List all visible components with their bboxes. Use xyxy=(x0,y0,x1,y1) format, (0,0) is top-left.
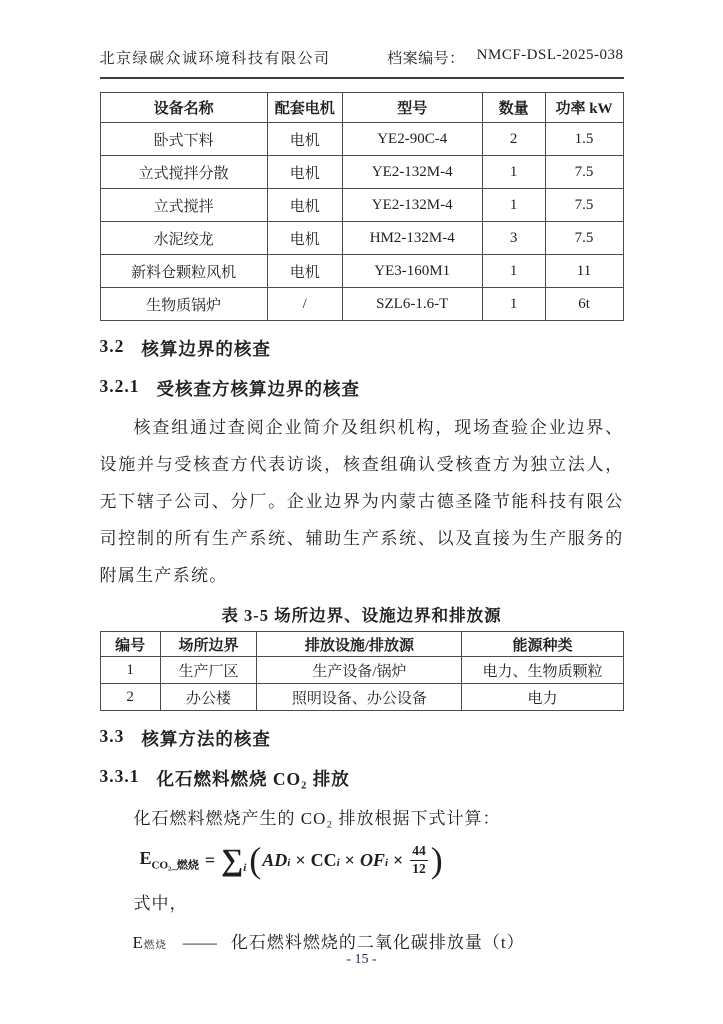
table-cell: SZL6-1.6-T xyxy=(342,288,482,321)
column-header: 配套电机 xyxy=(267,93,342,123)
table-row xyxy=(100,156,623,189)
formula-term-of: OF i xyxy=(359,849,389,870)
table-cell: 生物质锅炉 xyxy=(100,288,267,321)
co2-combustion-formula xyxy=(139,839,624,880)
formula-term-ad: AD i xyxy=(262,849,291,870)
section-number: 3.2.1 xyxy=(99,376,140,396)
table-cell: 电机 xyxy=(267,156,342,189)
formula-term-cc: CC i xyxy=(310,849,340,870)
table-cell: HM2-132M-4 xyxy=(342,222,482,255)
page-header xyxy=(100,0,624,79)
table-cell: 电机 xyxy=(267,222,342,255)
boundary-table-header-row xyxy=(100,632,623,657)
table-cell: YE2-132M-4 xyxy=(342,156,482,189)
column-header: 数量 xyxy=(482,93,545,123)
table-row xyxy=(100,288,623,321)
equals-sign: = xyxy=(204,849,216,870)
column-header: 型号 xyxy=(342,93,482,123)
archive-label: 档案编号： xyxy=(387,51,465,67)
table-cell: 电机 xyxy=(267,123,342,156)
column-header: 能源种类 xyxy=(462,632,623,657)
table-cell: 1.5 xyxy=(545,123,623,156)
section-number: 3.2 xyxy=(99,336,125,356)
archive-number: NMCF-DSL-2025-038 xyxy=(476,47,624,63)
table-cell: 生产设备/锅炉 xyxy=(257,657,462,684)
column-header: 编号 xyxy=(100,632,160,657)
section-title: 化石燃料燃烧 CO₂ 排放 xyxy=(156,769,350,789)
table-cell: 电力、生物质颗粒 xyxy=(462,657,623,684)
table-cell: 1 xyxy=(482,288,545,321)
column-header: 场所边界 xyxy=(160,632,257,657)
times-sign: × xyxy=(393,849,404,870)
table-cell: 1 xyxy=(482,156,545,189)
open-paren: ( xyxy=(249,839,262,880)
symbol: E xyxy=(132,933,144,953)
table-cell: YE2-90C-4 xyxy=(342,123,482,156)
boundary-table xyxy=(100,631,624,711)
formula-lhs: $E_{CO_2\_燃烧}$ xyxy=(139,847,199,872)
table-cell: 11 xyxy=(545,255,623,288)
table-cell: 新料仓颗粒风机 xyxy=(100,255,267,288)
section-heading-3-2 xyxy=(100,336,624,361)
column-header: 功率 kW xyxy=(545,93,623,123)
symbol-definition xyxy=(133,928,624,953)
table-row xyxy=(100,189,623,222)
definition-dash: —— xyxy=(182,933,217,953)
table-cell: 水泥绞龙 xyxy=(100,222,267,255)
boundary-paragraph: 核查组通过查阅企业简介及组织机构，现场查验企业边界、设施并与受核查方代表访谈，核查组确认受核查方为独立法人，无下辖子公司、分厂。企业边界为内蒙古德圣隆节能科技有限公司控制的所有生产系统、辅助生产系统、以及直接为生产服务的附属生产系统。 xyxy=(99,418,624,585)
table-cell: 2 xyxy=(482,123,545,156)
column-header: 排放设施/排放源 xyxy=(257,632,462,657)
where-label: 式中， xyxy=(133,894,188,914)
section-heading-3-3 xyxy=(100,726,624,751)
table-cell: 1 xyxy=(100,657,160,684)
column-header: 设备名称 xyxy=(100,93,267,123)
table-cell: YE3-160M1 xyxy=(342,255,482,288)
table-cell: 7.5 xyxy=(545,222,623,255)
table-row xyxy=(100,255,623,288)
equipment-table-header-row xyxy=(100,93,623,123)
table-cell: 7.5 xyxy=(545,189,623,222)
times-sign: × xyxy=(344,849,355,870)
definition-text: 化石燃料燃烧的二氧化碳排放量（t） xyxy=(230,933,525,953)
table-cell: 电机 xyxy=(267,255,342,288)
summation-symbol: ∑ i xyxy=(221,842,247,878)
table-cell: 电机 xyxy=(267,189,342,222)
equipment-table xyxy=(100,92,624,321)
section-number: 3.3 xyxy=(99,726,125,746)
times-sign: × xyxy=(295,849,306,870)
table-cell: 立式搅拌分散 xyxy=(100,156,267,189)
table-cell: 6t xyxy=(545,288,623,321)
table-cell: 1 xyxy=(482,189,545,222)
company-name: 北京绿碳众诚环境科技有限公司 xyxy=(99,51,331,67)
table-cell: / xyxy=(267,288,342,321)
fraction-44-12: $\frac{44}{12}$ xyxy=(412,843,426,877)
section-number: 3.3.1 xyxy=(99,766,140,786)
table-3-5-caption: 表 3-5 场所边界、设施边界和排放源 xyxy=(221,606,502,625)
table-cell: 7.5 xyxy=(545,156,623,189)
table-cell: 办公楼 xyxy=(160,684,257,711)
table-cell: 2 xyxy=(100,684,160,711)
section-title: 核算边界的核查 xyxy=(141,339,271,359)
table-cell: 生产厂区 xyxy=(160,657,257,684)
table-row xyxy=(100,657,623,684)
table-cell: 卧式下料 xyxy=(100,123,267,156)
table-cell: 3 xyxy=(482,222,545,255)
symbol-subscript: 燃烧 xyxy=(143,940,167,952)
section-heading-3-2-1 xyxy=(100,376,624,401)
formula-intro: 化石燃料燃烧产生的 CO₂ 排放根据下式计算： xyxy=(133,809,501,828)
table-cell: 立式搅拌 xyxy=(100,189,267,222)
table-cell: YE2-132M-4 xyxy=(342,189,482,222)
section-title: 核算方法的核查 xyxy=(141,729,271,749)
close-paren: ) xyxy=(430,839,443,880)
table-row xyxy=(100,222,623,255)
table-cell: 1 xyxy=(482,255,545,288)
table-row xyxy=(100,684,623,711)
page-number: - 15 - xyxy=(346,952,377,967)
table-cell: 照明设备、办公设备 xyxy=(257,684,462,711)
section-title: 受核查方核算边界的核查 xyxy=(156,379,360,399)
table-row xyxy=(100,123,623,156)
table-cell: 电力 xyxy=(462,684,623,711)
section-heading-3-3-1 xyxy=(100,766,624,791)
